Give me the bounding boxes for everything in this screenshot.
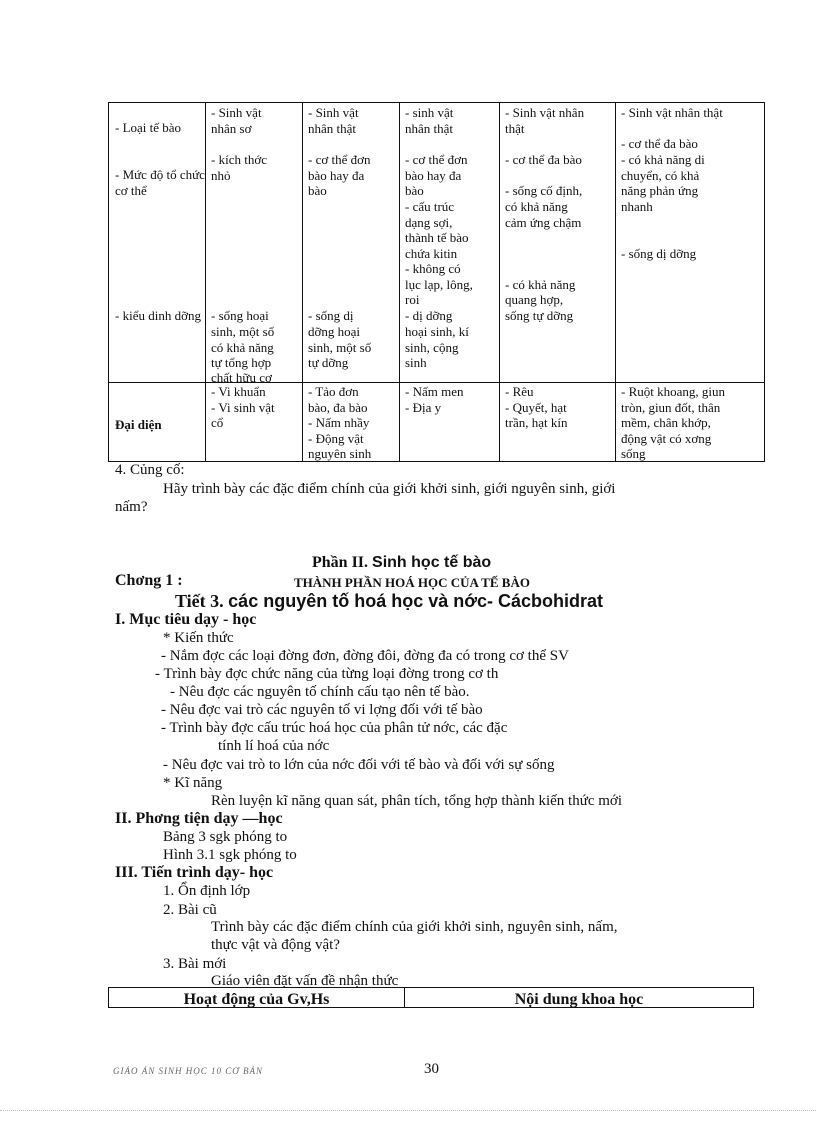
cell-line: tự dỡng: [308, 355, 349, 370]
knowledge-item: - Trình bày đợc chức năng của từng loại đờng trong cơ th: [155, 666, 499, 682]
cell-line: - sống cố định,: [505, 183, 583, 198]
skills-item: Rèn luyện kĩ năng quan sát, phân tích, tổng hợp thành kiến thức mới: [211, 793, 623, 809]
cell-line: thành tế bào: [405, 230, 469, 245]
table-cell: [400, 103, 500, 383]
cell-line: sống: [621, 446, 646, 461]
knowledge-item-continued: tính lí hoá của nớc: [218, 738, 330, 754]
part-title-main: Sinh học tế bào: [372, 554, 492, 571]
cell-line: - cơ thể đơn: [405, 152, 468, 167]
process-step: 1. Ổn định lớp: [163, 883, 251, 899]
part-title-prefix: Phần II.: [312, 554, 373, 571]
cell-line: trần, hạt kín: [505, 415, 568, 430]
table-cell: [616, 383, 765, 462]
cell-line: - Nấm nhầy: [308, 415, 370, 430]
cell-line: quang hợp,: [505, 292, 564, 307]
cell-line: cổ: [211, 415, 224, 430]
lesson-title-main: các nguyên tố hoá học và nớc- Cácbohidrat: [228, 591, 604, 611]
chapter-label: Chơng 1 :: [115, 572, 183, 589]
table-cell: [109, 103, 206, 383]
cell-line: dạng sợi,: [405, 215, 453, 230]
cell-line: - Vi khuẩn: [211, 384, 266, 399]
table-cell: [303, 103, 400, 383]
cell-line: cảm ứng chậm: [505, 215, 582, 230]
process-step-detail: Trình bày các đặc điểm chính của giới khởi sinh, nguyên sinh, nấm,: [211, 919, 618, 935]
table-cell: [206, 103, 303, 383]
process-step-detail: Giáo viên đặt vấn đề nhận thức: [211, 973, 399, 989]
cell-line: nguyên sinh: [308, 446, 372, 461]
objectives-heading: I. Mục tiêu dạy - học: [115, 611, 257, 628]
table-cell: [206, 383, 303, 462]
cell-line: - Sinh vật nhân: [505, 105, 585, 120]
cell-line: chứa kitin: [405, 246, 458, 261]
cell-line: bào: [308, 183, 327, 198]
cell-line: - có khả năng: [505, 277, 576, 292]
cell-line: hoại sinh, kí: [405, 324, 469, 339]
table-row: [109, 103, 765, 383]
consolidation-heading: 4. Củng cố:: [115, 462, 185, 478]
cell-line: lục lạp, lông,: [405, 277, 473, 292]
page-bottom-divider: [0, 1110, 816, 1111]
cell-line: roi: [405, 292, 420, 307]
means-item: Hình 3.1 sgk phóng to: [163, 847, 297, 863]
row-label-representatives: Đại diện: [115, 417, 162, 432]
cell-line: nhỏ: [211, 168, 231, 183]
cell-line: có khả năng: [211, 340, 274, 355]
table-cell: [303, 383, 400, 462]
activity-col-teacher-student: Hoạt động của Gv,Hs: [109, 988, 405, 1007]
knowledge-item: - Nêu đợc vai trò các nguyên tố vi lợng đối với tế bào: [161, 702, 483, 718]
page-number: 30: [424, 1061, 439, 1077]
process-step: 3. Bài mới: [163, 956, 227, 972]
cell-line: nhân thật: [405, 121, 454, 136]
cell-line: sinh, cộng: [405, 340, 459, 355]
cell-line: bào, đa bào: [308, 400, 368, 415]
cell-line: - Tảo đơn: [308, 384, 359, 399]
knowledge-item: - Nêu đợc vai trò to lớn của nớc đối với tế bào và đối với sự sống: [163, 757, 555, 773]
cell-line: - Nấm men: [405, 384, 464, 399]
table-row: [109, 383, 765, 462]
consolidation-question-line1: Hãy trình bày các đặc điểm chính của giới khởi sinh, giới nguyên sinh, giới: [163, 481, 616, 497]
process-step-detail: thực vật và động vật?: [211, 937, 340, 953]
consolidation-question-line2: nấm?: [115, 499, 148, 515]
cell-line: bào: [405, 183, 424, 198]
cell-line: sống tự dỡng: [505, 308, 574, 323]
cell-line: - Động vật: [308, 431, 364, 446]
row-label-nutrition: - kiểu dinh dỡng: [115, 308, 201, 323]
part-title: [312, 554, 491, 572]
footer-running-title: GIÁO ÁN SINH HỌC 10 CƠ BẢN: [113, 1066, 263, 1076]
cell-line: chất hữu cơ: [211, 370, 272, 383]
process-heading: III. Tiến trình dạy- học: [115, 864, 274, 881]
cell-line: - Sinh vật: [308, 105, 359, 120]
kingdom-classification-table: [108, 102, 765, 462]
cell-line: - không có: [405, 261, 461, 276]
cell-line: - Địa y: [405, 400, 442, 415]
cell-line: - sống hoại: [211, 308, 269, 323]
activity-col-content: Nội dung khoa học: [514, 991, 644, 1008]
skills-subheading: * Kĩ năng: [163, 775, 223, 791]
cell-line: chuyển, có khả: [621, 168, 700, 183]
cell-line: - dị dỡng: [405, 308, 453, 323]
cell-line: - có khả năng di: [621, 152, 705, 167]
table-cell: [616, 103, 765, 383]
cell-line: - sống dị dỡng: [621, 246, 697, 261]
cell-line: - Rêu: [505, 384, 534, 399]
table-cell: [500, 383, 616, 462]
knowledge-item: - Nắm đợc các loại đờng đơn, đờng đôi, đờng đa có trong cơ thể SV: [161, 648, 569, 664]
cell-line: sinh, một số: [308, 340, 372, 355]
cell-line: tròn, giun đốt, thân: [621, 400, 721, 415]
cell-line: - Ruột khoang, giun: [621, 384, 725, 399]
lesson-title: [175, 591, 603, 612]
cell-line: thật: [505, 121, 525, 136]
cell-line: - cấu trúc: [405, 199, 455, 214]
row-label-cell-type: - Loại tế bào: [115, 120, 182, 135]
cell-line: sinh, một số: [211, 324, 275, 339]
cell-line: nhân sơ: [211, 121, 252, 136]
cell-line: nhanh: [621, 199, 653, 214]
knowledge-item: - Trình bày đợc cấu trúc hoá học của phân tử nớc, các đặc: [161, 720, 508, 736]
knowledge-subheading: * Kiến thức: [163, 630, 234, 646]
cell-line: nhân thật: [308, 121, 357, 136]
table-cell: [400, 383, 500, 462]
cell-line: - sinh vật: [405, 105, 454, 120]
cell-line: bào hay đa: [405, 168, 462, 183]
cell-line: dỡng hoại: [308, 324, 361, 339]
cell-line: năng phản ứng: [621, 183, 699, 198]
cell-line: động vật có xơng: [621, 431, 712, 446]
cell-line: sinh: [405, 355, 427, 370]
cell-line: - Quyết, hạt: [505, 400, 567, 415]
cell-line: - Sinh vật nhân thật: [621, 105, 723, 120]
lesson-prefix: Tiết 3.: [175, 591, 229, 611]
cell-line: - Sinh vật: [211, 105, 262, 120]
table-cell: [500, 103, 616, 383]
cell-line: - sống dị: [308, 308, 354, 323]
cell-line: bào hay đa: [308, 168, 365, 183]
cell-line: - Vi sinh vật: [211, 400, 275, 415]
table-cell: [109, 383, 206, 462]
row-label-organization: - Mức độ tổ chức cơ thể: [115, 167, 205, 198]
cell-line: - cơ thể đa bào: [505, 152, 582, 167]
cell-line: tự tổng hợp: [211, 355, 272, 370]
process-step: 2. Bài cũ: [163, 902, 217, 918]
cell-line: - kích thớc: [211, 152, 267, 167]
cell-line: - cơ thể đơn: [308, 152, 371, 167]
activity-table-header: [108, 987, 754, 1008]
means-heading: II. Phơng tiện dạy —học: [115, 810, 283, 827]
cell-line: có khả năng: [505, 199, 568, 214]
knowledge-item: - Nêu đợc các nguyên tố chính cấu tạo nên tế bào.: [170, 684, 470, 700]
chapter-title: THÀNH PHẦN HOÁ HỌC CỦA TẾ BÀO: [294, 575, 530, 590]
cell-line: - cơ thể đa bào: [621, 136, 698, 151]
means-item: Bảng 3 sgk phóng to: [163, 829, 288, 845]
cell-line: mềm, chân khớp,: [621, 415, 711, 430]
